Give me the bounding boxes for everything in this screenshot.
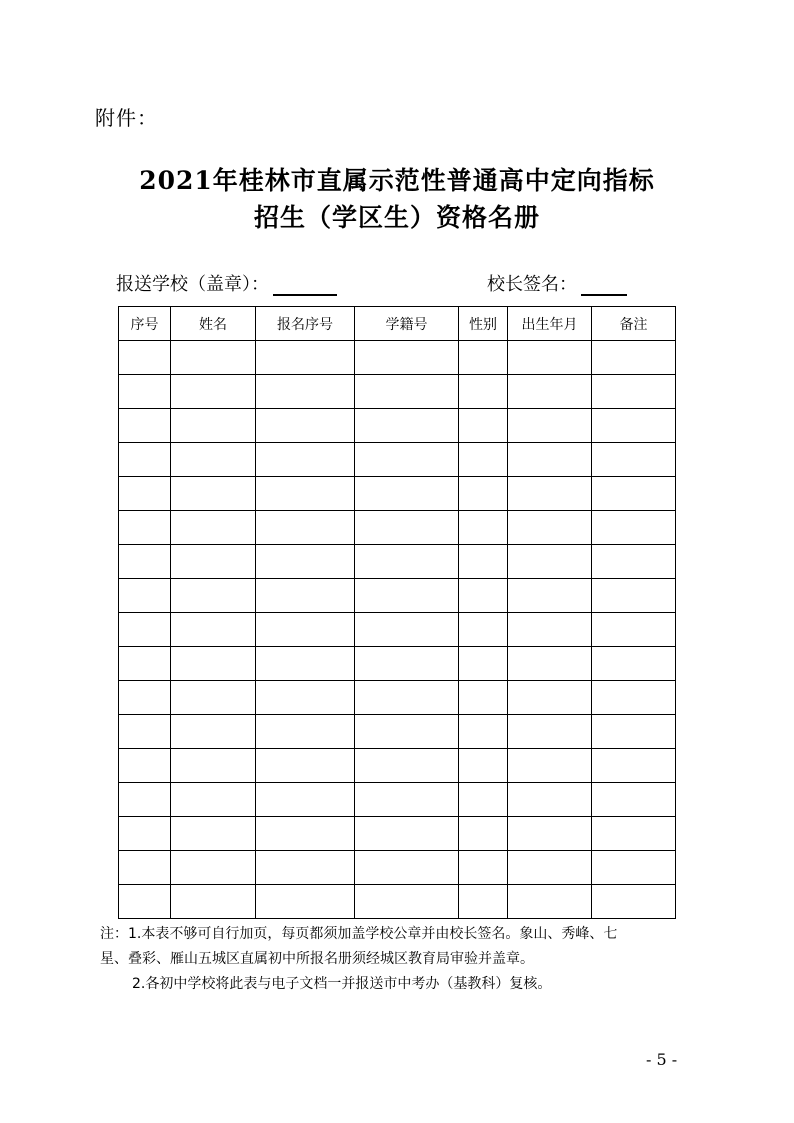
- table-cell[interactable]: [256, 885, 355, 919]
- table-cell[interactable]: [508, 647, 592, 681]
- table-cell[interactable]: [171, 579, 256, 613]
- table-cell[interactable]: [355, 477, 459, 511]
- table-cell[interactable]: [355, 647, 459, 681]
- table-cell[interactable]: [256, 715, 355, 749]
- table-cell[interactable]: [592, 715, 676, 749]
- table-cell[interactable]: [256, 749, 355, 783]
- table-cell[interactable]: [592, 851, 676, 885]
- table-cell[interactable]: [256, 681, 355, 715]
- table-cell[interactable]: [355, 817, 459, 851]
- table-cell[interactable]: [119, 613, 171, 647]
- table-cell[interactable]: [355, 443, 459, 477]
- table-row: [119, 341, 676, 375]
- table-header-row: [119, 307, 676, 341]
- table-cell[interactable]: [355, 409, 459, 443]
- table-cell[interactable]: [119, 511, 171, 545]
- table-cell[interactable]: [508, 511, 592, 545]
- table-body: [119, 341, 676, 919]
- table-cell[interactable]: [119, 341, 171, 375]
- table-cell[interactable]: [459, 885, 508, 919]
- table-row: [119, 443, 676, 477]
- table-cell[interactable]: [355, 341, 459, 375]
- table-cell[interactable]: [508, 375, 592, 409]
- table-cell[interactable]: [592, 885, 676, 919]
- table-cell[interactable]: [256, 579, 355, 613]
- table-cell[interactable]: [171, 851, 256, 885]
- table-cell[interactable]: [119, 375, 171, 409]
- table-row: [119, 375, 676, 409]
- table-row: [119, 511, 676, 545]
- table-cell[interactable]: [355, 851, 459, 885]
- table-cell[interactable]: [256, 375, 355, 409]
- table-cell[interactable]: [256, 409, 355, 443]
- table-cell[interactable]: [119, 579, 171, 613]
- table-cell[interactable]: [459, 749, 508, 783]
- table-cell[interactable]: [459, 341, 508, 375]
- table-cell[interactable]: [256, 545, 355, 579]
- header-name: 姓名: [171, 307, 256, 341]
- table-row: [119, 749, 676, 783]
- table-row: [119, 783, 676, 817]
- table-row: [119, 409, 676, 443]
- school-seal-field: [116, 270, 337, 296]
- table-cell[interactable]: [171, 715, 256, 749]
- table-cell[interactable]: [459, 613, 508, 647]
- table-cell[interactable]: [592, 545, 676, 579]
- table-cell[interactable]: [592, 579, 676, 613]
- table-cell[interactable]: [459, 409, 508, 443]
- table-cell[interactable]: [355, 681, 459, 715]
- table-cell[interactable]: [119, 443, 171, 477]
- table-cell[interactable]: [256, 341, 355, 375]
- table-cell[interactable]: [119, 851, 171, 885]
- school-seal-label: 报送学校（盖章）：: [116, 274, 269, 295]
- table-cell[interactable]: [171, 511, 256, 545]
- table-cell[interactable]: [508, 341, 592, 375]
- table-row: [119, 885, 676, 919]
- table-cell[interactable]: [459, 443, 508, 477]
- table-cell[interactable]: [355, 545, 459, 579]
- table-cell[interactable]: [508, 545, 592, 579]
- table-cell[interactable]: [119, 545, 171, 579]
- page-number: - 5 -: [646, 1050, 678, 1069]
- table-cell[interactable]: [592, 783, 676, 817]
- table-cell[interactable]: [592, 647, 676, 681]
- table-cell[interactable]: [171, 613, 256, 647]
- principal-signature-label: 校长签名：: [487, 274, 577, 295]
- table-cell[interactable]: [459, 681, 508, 715]
- eligibility-roster-table: [118, 306, 676, 919]
- table-cell[interactable]: [508, 409, 592, 443]
- table-cell[interactable]: [508, 613, 592, 647]
- table-cell[interactable]: [171, 375, 256, 409]
- table-cell[interactable]: [592, 613, 676, 647]
- table-cell[interactable]: [355, 749, 459, 783]
- table-cell[interactable]: [119, 749, 171, 783]
- table-row: [119, 545, 676, 579]
- table-row: [119, 817, 676, 851]
- table-cell[interactable]: [592, 511, 676, 545]
- table-cell[interactable]: [592, 749, 676, 783]
- table-cell[interactable]: [508, 749, 592, 783]
- table-cell[interactable]: [508, 783, 592, 817]
- table-cell[interactable]: [171, 817, 256, 851]
- school-seal-blank: [273, 276, 337, 296]
- table-cell[interactable]: [171, 681, 256, 715]
- table-cell[interactable]: [592, 375, 676, 409]
- table-cell[interactable]: [459, 783, 508, 817]
- table-cell[interactable]: [355, 613, 459, 647]
- table-cell[interactable]: [171, 783, 256, 817]
- table-cell[interactable]: [459, 375, 508, 409]
- table-cell[interactable]: [508, 443, 592, 477]
- table-cell[interactable]: [171, 545, 256, 579]
- table-cell[interactable]: [355, 375, 459, 409]
- document-title-line-2: 招生（学区生）资格名册: [253, 203, 540, 232]
- attachment-label: 附件：: [95, 106, 158, 130]
- note-2: 2.各初中学校将此表与电子文档一并报送市中考办（基教科）复核。: [132, 976, 552, 992]
- note-1-line-2: 星、叠彩、雁山五城区直属初中所报名册须经城区教育局审验并盖章。: [100, 951, 534, 967]
- table-cell[interactable]: [171, 341, 256, 375]
- table-cell[interactable]: [256, 851, 355, 885]
- table-cell[interactable]: [592, 477, 676, 511]
- table-cell[interactable]: [256, 613, 355, 647]
- table-cell[interactable]: [355, 715, 459, 749]
- table-cell[interactable]: [508, 885, 592, 919]
- table-cell[interactable]: [508, 477, 592, 511]
- table-row: [119, 477, 676, 511]
- table-cell[interactable]: [256, 477, 355, 511]
- table-row: [119, 647, 676, 681]
- principal-signature-field: [487, 270, 627, 296]
- table-cell[interactable]: [592, 409, 676, 443]
- table-cell[interactable]: [508, 681, 592, 715]
- table-cell[interactable]: [459, 647, 508, 681]
- table-cell[interactable]: [355, 511, 459, 545]
- notes-section: [100, 922, 710, 997]
- table-cell[interactable]: [592, 341, 676, 375]
- table-row: [119, 715, 676, 749]
- document-title-line-1: 2021年桂林市直属示范性普通高中定向指标: [139, 166, 655, 195]
- table-cell[interactable]: [256, 783, 355, 817]
- table-cell[interactable]: [171, 477, 256, 511]
- table-cell[interactable]: [508, 851, 592, 885]
- table-cell[interactable]: [256, 511, 355, 545]
- table-cell[interactable]: [119, 817, 171, 851]
- table-cell[interactable]: [171, 409, 256, 443]
- table-cell[interactable]: [256, 443, 355, 477]
- table-cell[interactable]: [171, 885, 256, 919]
- table-row: [119, 681, 676, 715]
- table-row: [119, 613, 676, 647]
- table-cell[interactable]: [171, 647, 256, 681]
- table-cell[interactable]: [508, 817, 592, 851]
- table-cell[interactable]: [355, 579, 459, 613]
- table-cell[interactable]: [592, 681, 676, 715]
- table-cell[interactable]: [459, 579, 508, 613]
- table-cell[interactable]: [459, 477, 508, 511]
- table-cell[interactable]: [119, 681, 171, 715]
- table-cell[interactable]: [119, 715, 171, 749]
- table-cell[interactable]: [119, 477, 171, 511]
- header-gender: 性别: [459, 307, 508, 341]
- table-cell[interactable]: [592, 443, 676, 477]
- table-cell[interactable]: [459, 511, 508, 545]
- table-row: [119, 851, 676, 885]
- table-cell[interactable]: [119, 885, 171, 919]
- header-birth-date: 出生年月: [508, 307, 592, 341]
- table-cell[interactable]: [459, 851, 508, 885]
- table-row: [119, 579, 676, 613]
- table-cell[interactable]: [171, 443, 256, 477]
- table-cell[interactable]: [592, 817, 676, 851]
- table-cell[interactable]: [459, 545, 508, 579]
- table-cell[interactable]: [355, 885, 459, 919]
- header-serial-number: 序号: [119, 307, 171, 341]
- table-cell[interactable]: [256, 817, 355, 851]
- header-registration-number: 报名序号: [256, 307, 355, 341]
- table-cell[interactable]: [508, 579, 592, 613]
- principal-signature-blank: [581, 276, 627, 296]
- table-cell[interactable]: [508, 715, 592, 749]
- table-cell[interactable]: [459, 715, 508, 749]
- header-student-id: 学籍号: [355, 307, 459, 341]
- table-cell[interactable]: [355, 783, 459, 817]
- table-cell[interactable]: [459, 817, 508, 851]
- table-cell[interactable]: [119, 409, 171, 443]
- table-cell[interactable]: [119, 783, 171, 817]
- table-cell[interactable]: [119, 647, 171, 681]
- note-1-line-1: 注：1.本表不够可自行加页，每页都须加盖学校公章并由校长签名。象山、秀峰、七: [100, 926, 618, 942]
- table-cell[interactable]: [171, 749, 256, 783]
- header-remarks: 备注: [592, 307, 676, 341]
- table-cell[interactable]: [256, 647, 355, 681]
